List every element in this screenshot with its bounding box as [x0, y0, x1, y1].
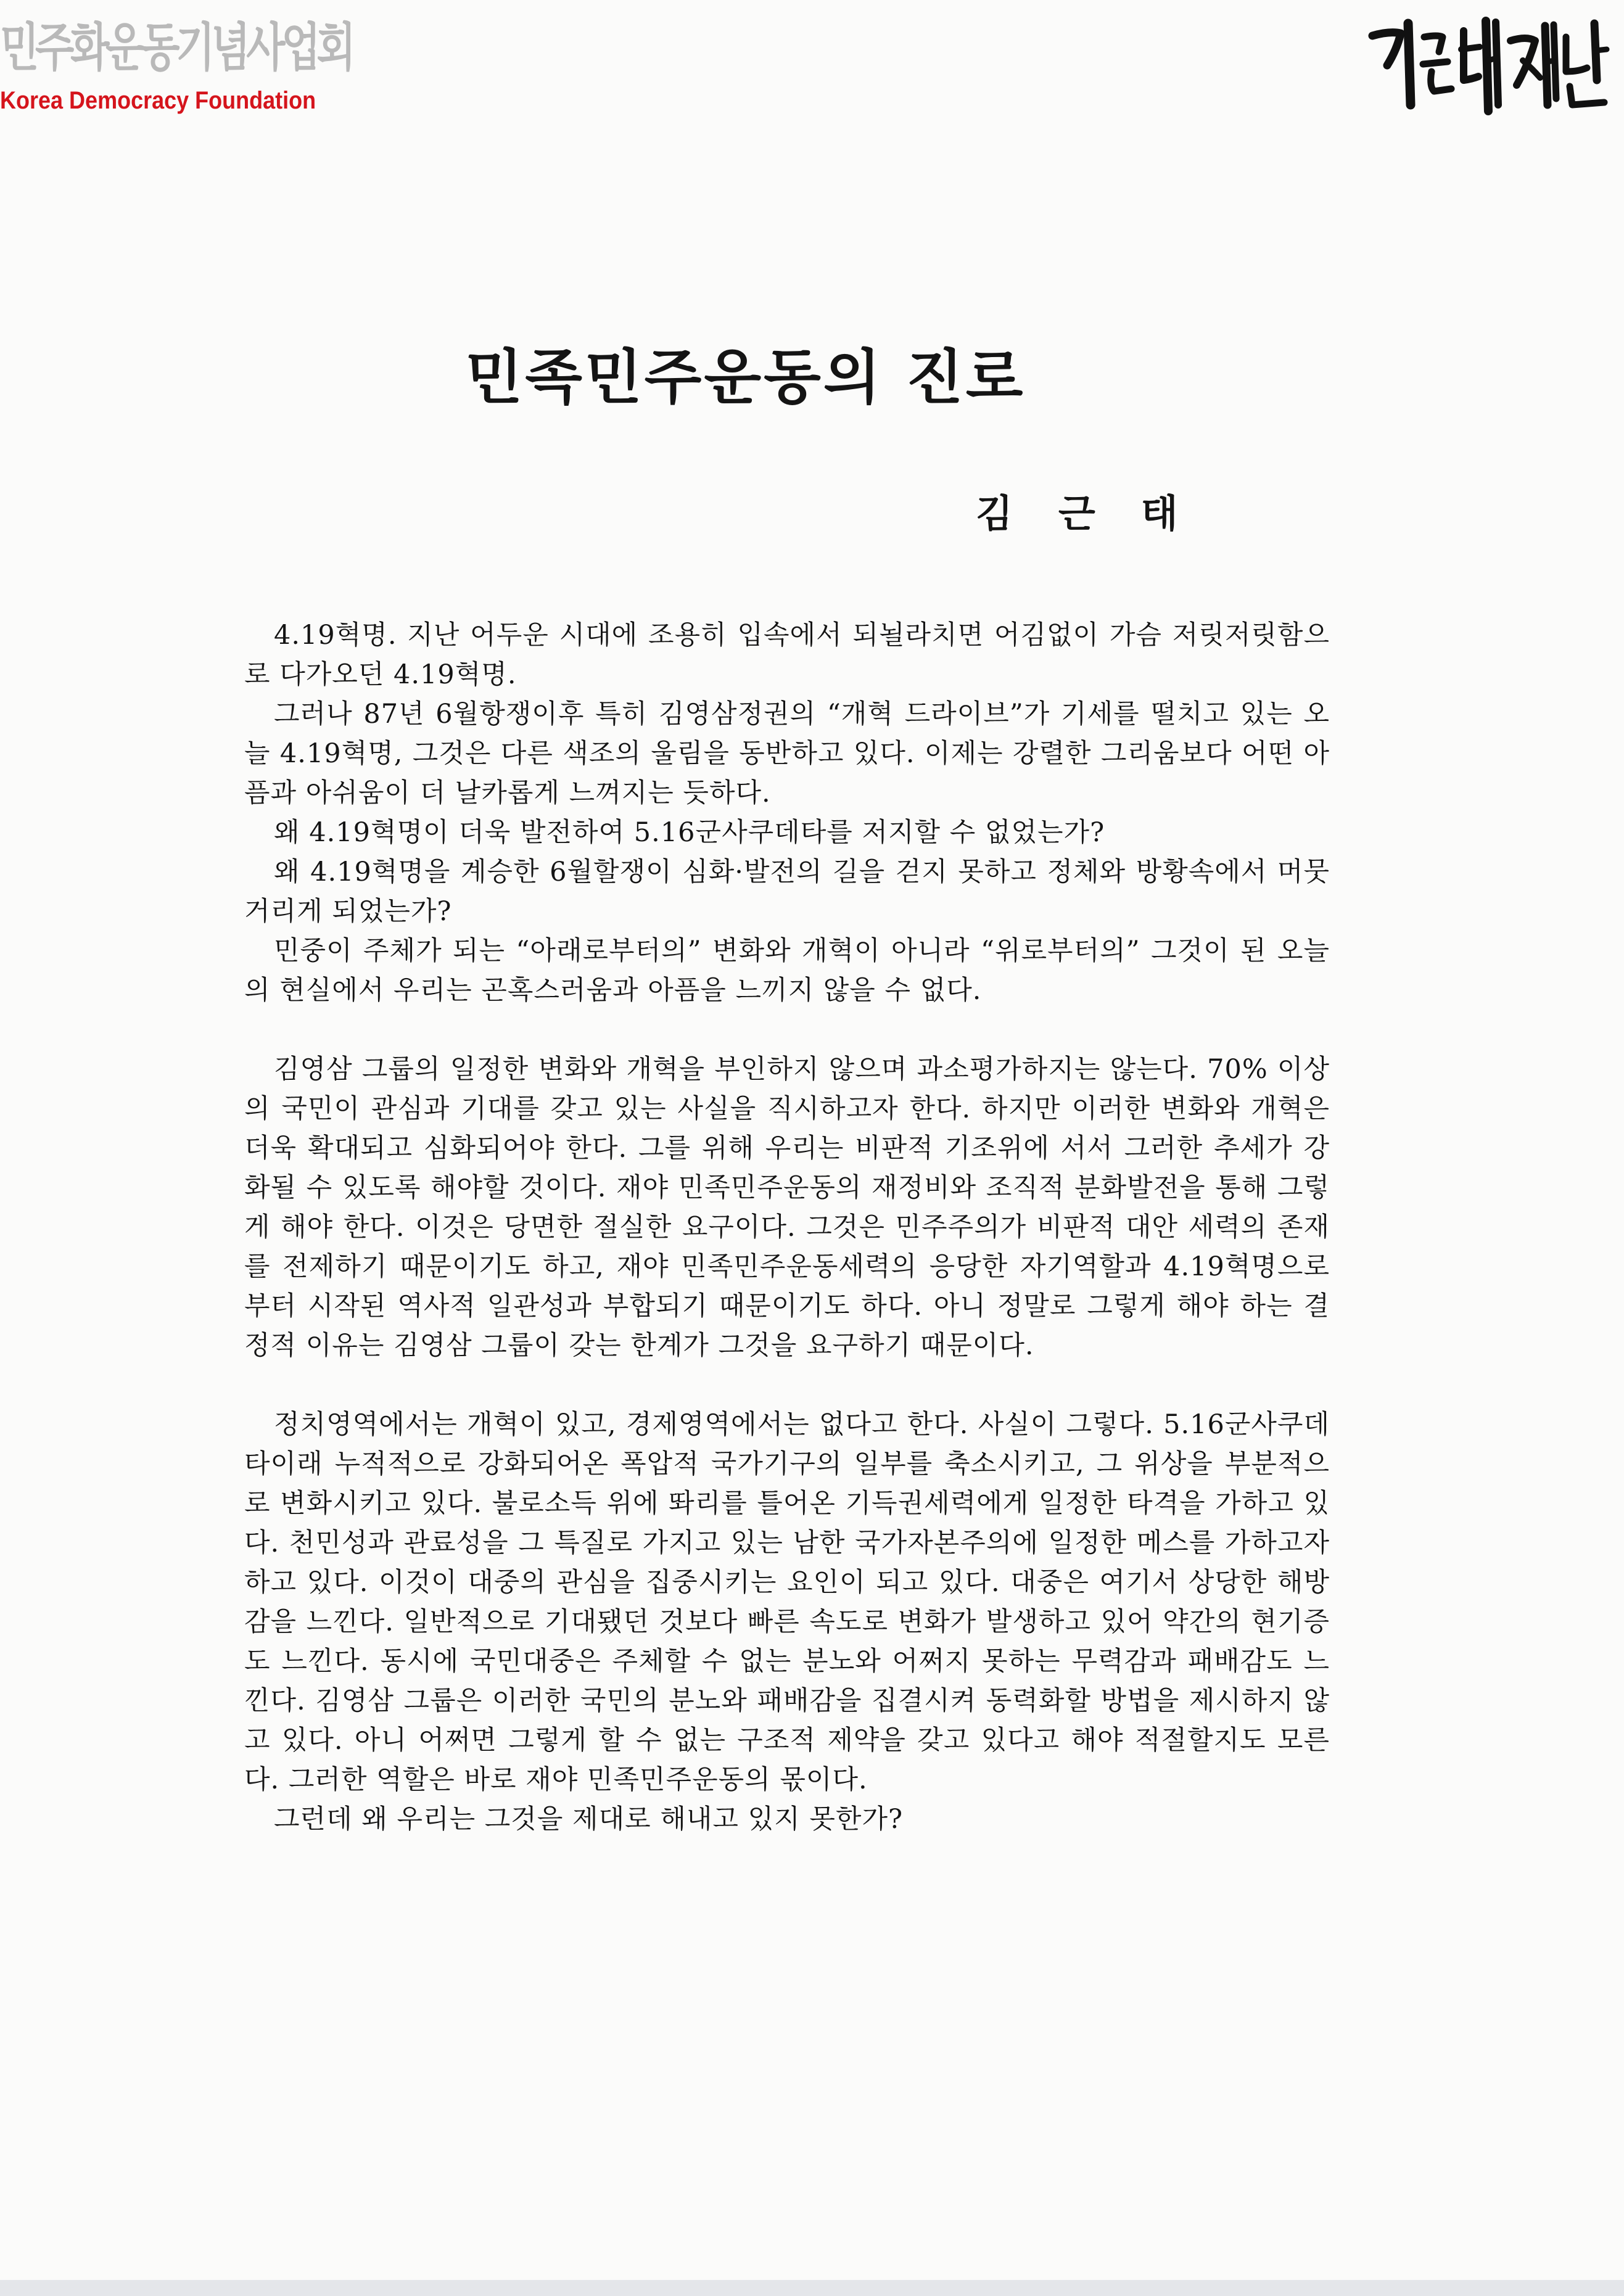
paragraph: 왜 4.19혁명이 더욱 발전하여 5.16군사쿠데타를 저지할 수 없었는가? [274, 817, 1105, 848]
kdf-logo-english: Korea Democracy Foundation [0, 87, 316, 114]
kdf-logo-korean: 민주화운동기념사업회 [0, 17, 352, 78]
paragraph: 4.19혁명. 지난 어두운 시대에 조용히 입속에서 되뇔라치면 어김없이 가슴 저릿저릿함으로 다가오던 4.19혁명. [244, 620, 1330, 690]
kimgeuntae-foundation-logo [1365, 12, 1612, 117]
document-body [244, 615, 1330, 1839]
scan-edge [0, 2280, 1624, 2296]
paragraph: 민중이 주체가 되는 “아래로부터의” 변화와 개혁이 아니라 “위로부터의” 그것이 된 오늘의 현실에서 우리는 곤혹스러움과 아픔을 느끼지 않을 수 없다. [244, 936, 1330, 1006]
document-title: 민족민주운동의 진로 [465, 342, 1026, 413]
kdf-logo [0, 14, 352, 116]
paragraph: 그런데 왜 우리는 그것을 제대로 해내고 있지 못한가? [274, 1804, 904, 1835]
paragraph: 김영삼 그룹의 일정한 변화와 개혁을 부인하지 않으며 과소평가하지는 않는다. 70% 이상의 국민이 관심과 기대를 갖고 있는 사실을 직시하고자 한다. 하지만 이러한 변화와 개혁은 더욱 확대되고 심화되어야 한다. 그를 위해 우리는 비판적 기조위에 서서 그러한 추세가 강화될 수 있도록 해야할 것이다. 재야 민족민주운동의 재정비와 조직적 분화발전을 통해 그렇게 해야 한다. 이것은 당면한 절실한 요구이다. 그것은 민주주의가 비판적 대안 세력의 존재를 전제하기 때문이기도 하고, 재야 민족민주운동세력의 응당한 자기역할과 4.19혁명으로부터 시작된 역사적 일관성과 부합되기 때문이기도 하다. 아니 정말로 그렇게 해야 하는 결정적 이유는 김영삼 그룹이 갖는 한계가 그것을 요구하기 때문이다. [244, 1054, 1330, 1361]
calligraphy-signature-icon [1365, 12, 1612, 117]
author-name: 김근태 [976, 491, 1224, 536]
paragraph: 왜 4.19혁명을 계승한 6월할쟁이 심화·발전의 길을 걷지 못하고 정체와 방황속에서 머뭇거리게 되었는가? [244, 857, 1330, 927]
paragraph: 그러나 87년 6월항쟁이후 특히 김영삼정권의 “개혁 드라이브”가 기세를 떨치고 있는 오늘 4.19혁명, 그것은 다른 색조의 울림을 동반하고 있다. 이제는 강렬한 그리움보다 어떤 아픔과 아쉬움이 더 날카롭게 느껴지는 듯하다. [244, 699, 1330, 809]
paragraph: 정치영역에서는 개혁이 있고, 경제영역에서는 없다고 한다. 사실이 그렇다. 5.16군사쿠데타이래 누적적으로 강화되어온 폭압적 국가기구의 일부를 축소시키고, 그 위상을 부분적으로 변화시키고 있다. 불로소득 위에 똬리를 틀어온 기득권세력에게 일정한 타격을 가하고 있다. 천민성과 관료성을 그 특질로 가지고 있는 남한 국가자본주의에 일정한 메스를 가하고자 하고 있다. 이것이 대중의 관심을 집중시키는 요인이 되고 있다. 대중은 여기서 상당한 해방감을 느낀다. 일반적으로 기대됐던 것보다 빠른 속도로 변화가 발생하고 있어 약간의 현기증도 느낀다. 동시에 국민대중은 주체할 수 없는 분노와 어쩌지 못하는 무력감과 패배감도 느낀다. 김영삼 그룹은 이러한 국민의 분노와 패배감을 집결시켜 동력화할 방법을 제시하지 않고 있다. 아니 어쩌면 그렇게 할 수 없는 구조적 제약을 갖고 있다고 해야 적절할지도 모른다. 그러한 역할은 바로 재야 민족민주운동의 몫이다. [244, 1409, 1330, 1795]
